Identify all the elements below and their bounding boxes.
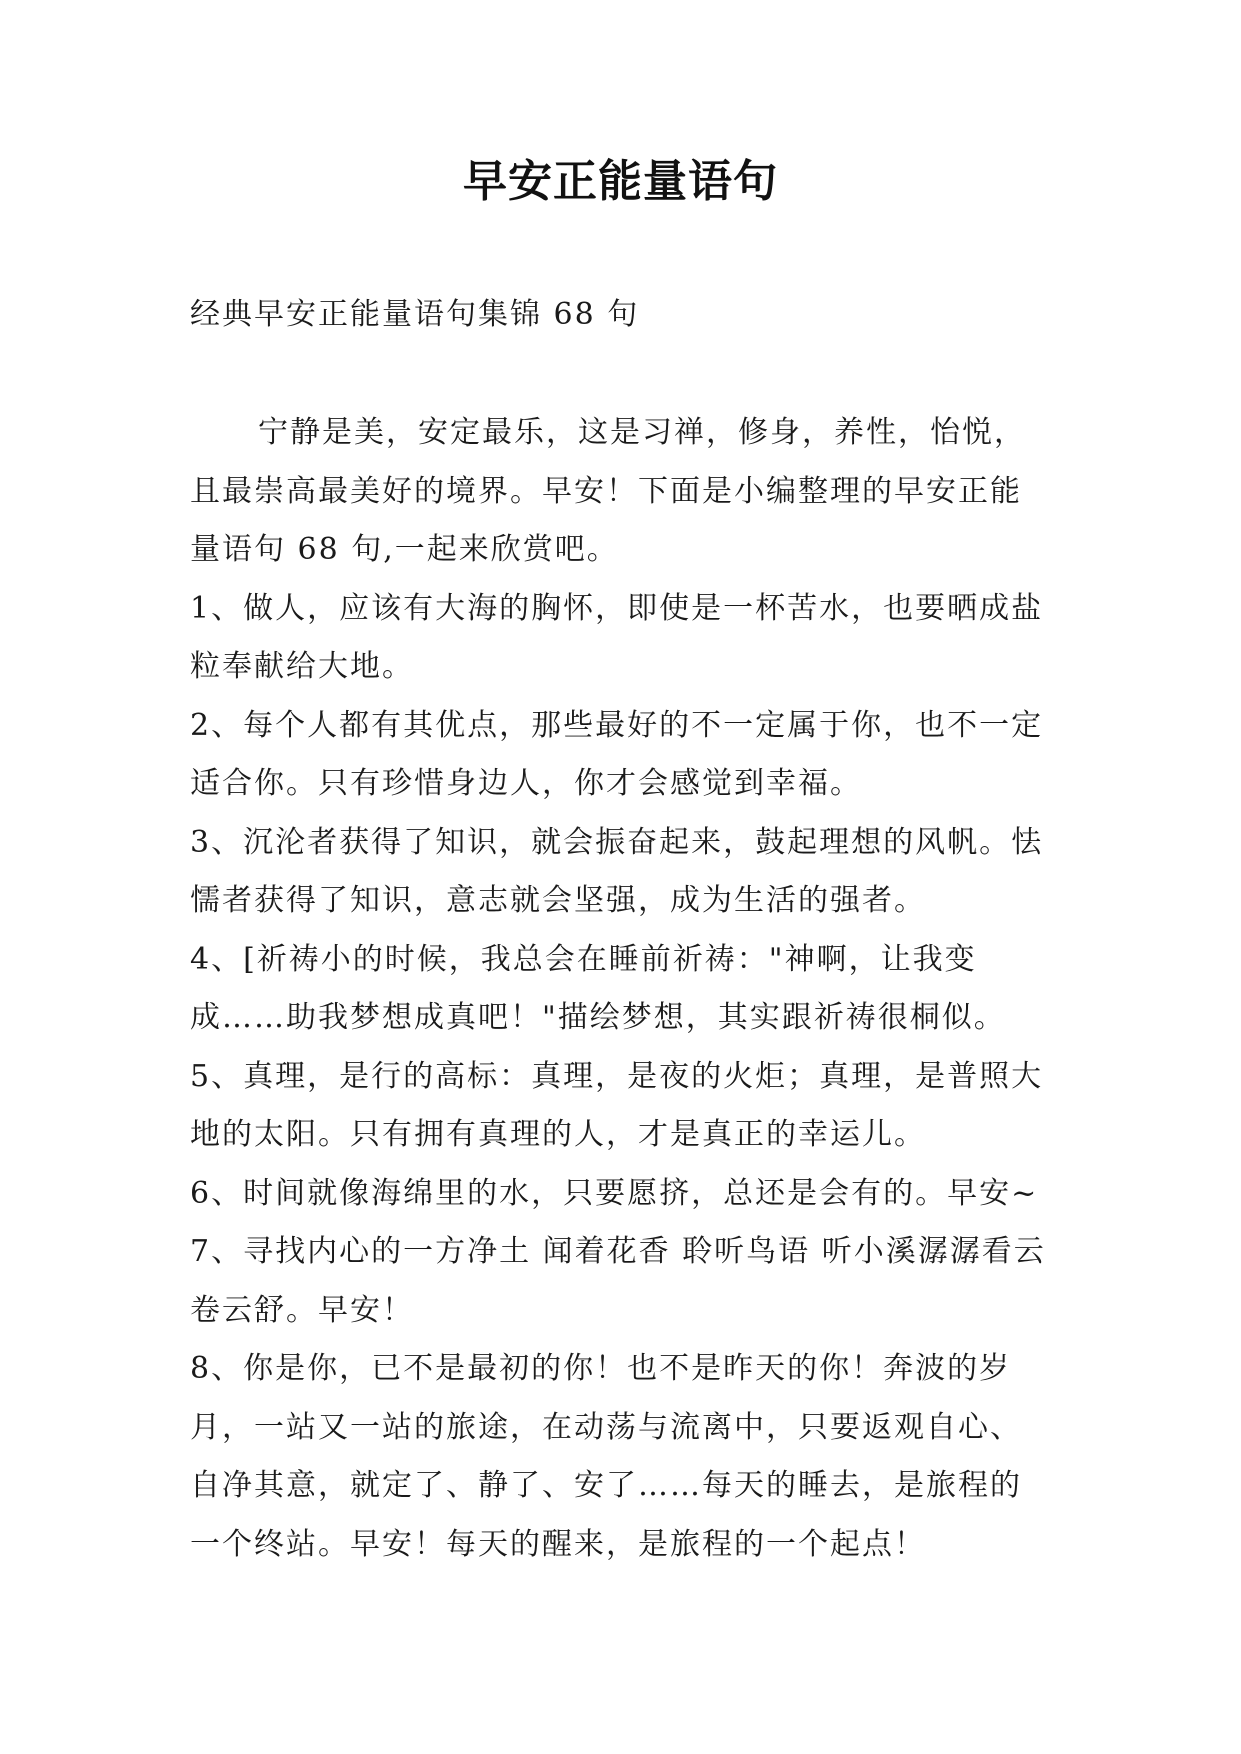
list-item: 7、寻找内心的一方净土 闻着花香 聆听鸟语 听小溪潺潺看云卷云舒。早安！ [190,1234,1046,1328]
list-item: 2、每个人都有其优点，那些最好的不一定属于你，也不一定适合你。只有珍惜身边人，你才会感觉到幸福。 [190,707,1044,801]
document-content [190,290,1050,1574]
list-item: 3、沉沦者获得了知识，就会振奋起来，鼓起理想的风帆。怯懦者获得了知识，意志就会坚强，成为生活的强者。 [190,824,1044,918]
list-item: 4、[祈祷小的时候，我总会在睡前祈祷："神啊，让我变成……助我梦想成真吧！"描绘梦想，其实跟祈祷很桐似。 [190,941,1006,1035]
list-item: 6、时间就像海绵里的水，只要愿挤，总还是会有的。早安~ [190,1175,1039,1211]
intro-paragraph: 宁静是美，安定最乐，这是习禅，修身，养性，怡悦，且最崇高最美好的境界。早安！下面是小编整理的早安正能量语句 68 句,一起来欣赏吧。 [190,415,1026,567]
list-item: 5、真理，是行的高标：真理，是夜的火炬；真理，是普照大地的太阳。只有拥有真理的人，才是真正的幸运儿。 [190,1058,1044,1152]
list-item: 1、做人，应该有大海的胸怀，即使是一杯苦水，也要晒成盐粒奉献给大地。 [190,590,1044,684]
page-title: 早安正能量语句 [463,156,778,207]
list-item: 8、你是你，已不是最初的你！也不是昨天的你！奔波的岁月，一站又一站的旅途，在动荡与流离中，只要返观自心、自净其意，就定了、静了、安了……每天的睡去，是旅程的一个终站。早安！每天的醒来，是旅程的一个起点！ [190,1351,1022,1562]
document-subtitle: 经典早安正能量语句集锦 68 句 [190,297,640,332]
document-body [190,404,1050,1574]
